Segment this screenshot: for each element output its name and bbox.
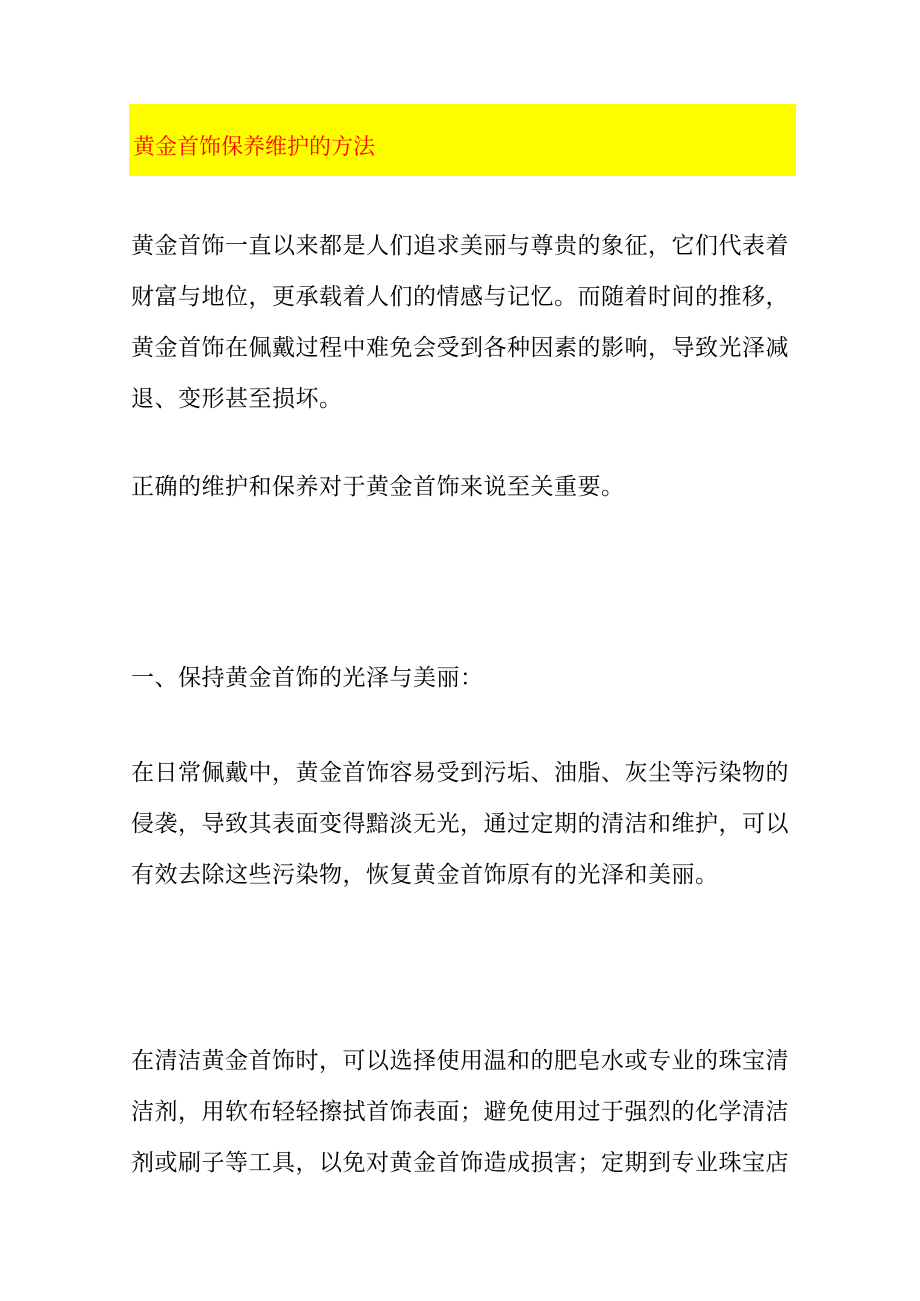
text-line: 在清洁黄金首饰时，可以选择使用温和的肥皂水或专业的珠宝清 (131, 1048, 789, 1074)
intro-paragraph (131, 221, 791, 425)
document-title: 黄金首饰保养维护的方法 (133, 135, 376, 160)
text-line: 正确的维护和保养对于黄金首饰来说至关重要。 (131, 474, 625, 500)
importance-paragraph (131, 462, 791, 513)
text-line: 黄金首饰在佩戴过程中难免会受到各种因素的影响，导致光泽减 (131, 335, 789, 361)
text-line: 在日常佩戴中，黄金首饰容易受到污垢、油脂、灰尘等污染物的 (131, 760, 789, 786)
title-banner (129, 104, 796, 176)
text-line: 剂或刷子等工具，以免对黄金首饰造成损害；定期到专业珠宝店 (131, 1150, 789, 1176)
text-line: 侵袭，导致其表面变得黯淡无光，通过定期的清洁和维护，可以 (131, 811, 789, 837)
text-line: 有效去除这些污染物，恢复黄金首饰原有的光泽和美丽。 (131, 862, 719, 888)
section-heading (131, 653, 791, 704)
section-body-paragraph (131, 748, 791, 901)
text-line: 黄金首饰一直以来都是人们追求美丽与尊贵的象征，它们代表着 (131, 233, 789, 259)
cleaning-paragraph (131, 1036, 791, 1189)
text-line: 财富与地位，更承载着人们的情感与记忆。而随着时间的推移， (131, 284, 789, 310)
text-line: 退、变形甚至损坏。 (131, 386, 343, 412)
text-line: 一、保持黄金首饰的光泽与美丽： (131, 665, 484, 691)
text-line: 洁剂，用软布轻轻擦拭首饰表面；避免使用过于强烈的化学清洁 (131, 1099, 789, 1125)
